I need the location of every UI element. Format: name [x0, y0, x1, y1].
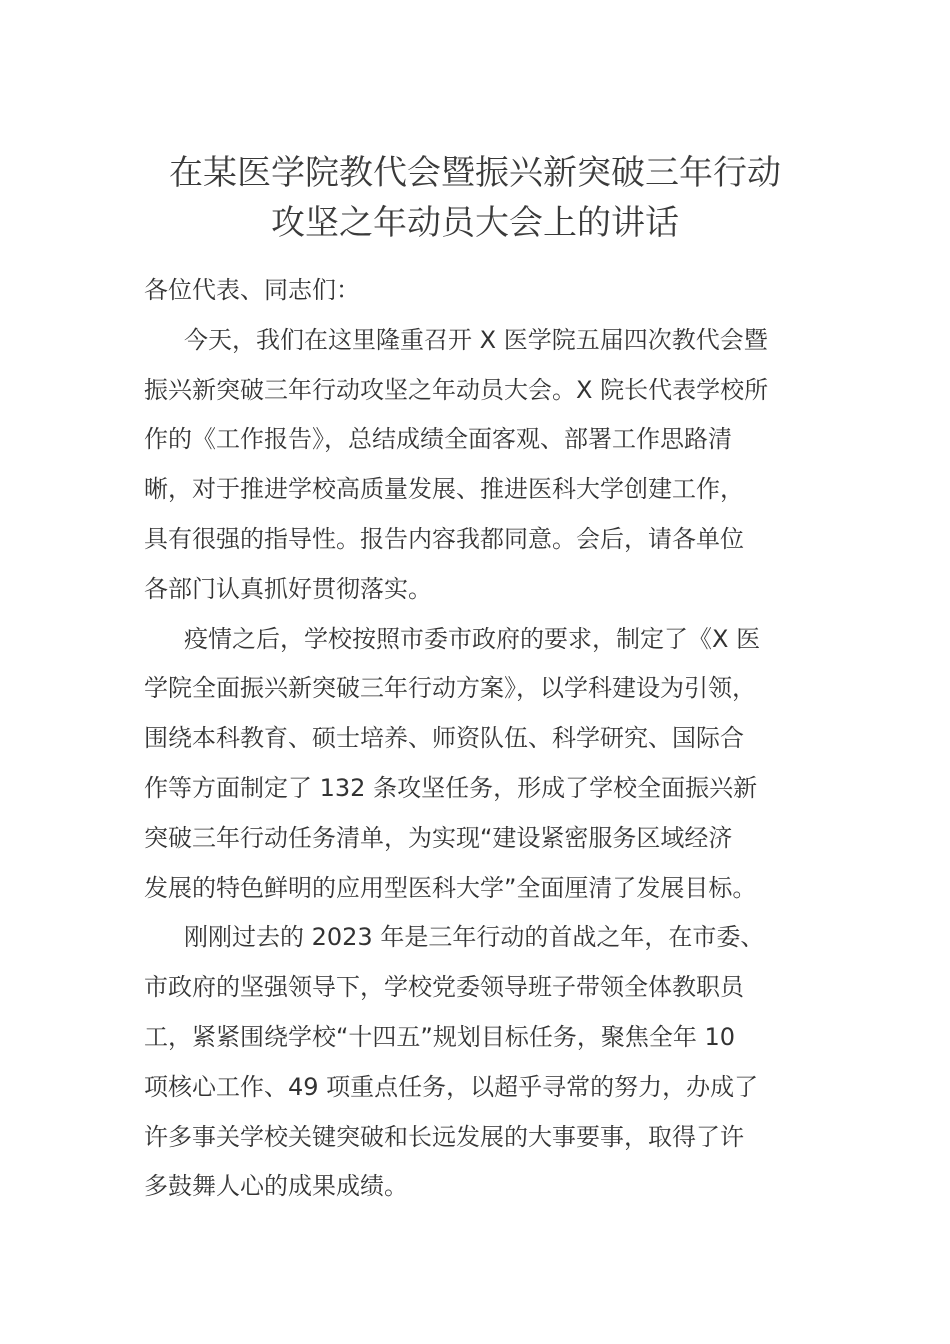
paragraph-line: 晰，对于推进学校高质量发展、推进医科大学创建工作，: [144, 475, 744, 504]
paragraph-line: 突破三年行动任务清单，为实现“建设紧密服务区域经济: [144, 823, 733, 852]
paragraph-line: 作的《工作报告》，总结成绩全面客观、部署工作思路清: [144, 425, 732, 454]
paragraph-line: 围绕本科教育、硕士培养、师资队伍、科学研究、国际合: [144, 724, 744, 753]
paragraph-line: 具有很强的指导性。报告内容我都同意。会后，请各单位: [144, 524, 744, 553]
paragraph-line: 刚刚过去的 2023 年是三年行动的首战之年，在市委、: [184, 923, 765, 952]
paragraph-line: 作等方面制定了 132 条攻坚任务，形成了学校全面振兴新: [144, 773, 758, 802]
paragraph-line: 学院全面振兴新突破三年行动方案》，以学科建设为引领，: [144, 674, 756, 703]
paragraph-line: 发展的特色鲜明的应用型医科大学”全面厘清了发展目标。: [144, 873, 757, 902]
document-body: [144, 266, 809, 1212]
salutation: 各位代表、同志们：: [144, 276, 360, 304]
document-title: [140, 148, 810, 248]
paragraph-3: [144, 913, 809, 1212]
paragraph-line: 市政府的坚强领导下，学校党委领导班子带领全体教职员: [144, 973, 744, 1002]
paragraph-line: 疫情之后，学校按照市委市政府的要求，制定了《X 医: [184, 624, 761, 653]
paragraph-2: [144, 615, 809, 914]
title-line-2: 攻坚之年动员大会上的讲话: [271, 203, 679, 243]
paragraph-line: 各部门认真抓好贯彻落实。: [144, 574, 432, 603]
paragraph-line: 工，紧紧围绕学校“十四五”规划目标任务，聚焦全年 10: [144, 1022, 736, 1051]
paragraph-line: 多鼓舞人心的成果成绩。: [144, 1172, 408, 1201]
paragraph-line: 振兴新突破三年行动攻坚之年动员大会。X 院长代表学校所: [144, 375, 769, 404]
paragraph-line: 项核心工作、49 项重点任务，以超乎寻常的努力，办成了: [144, 1072, 759, 1101]
title-line-1: 在某医学院教代会暨振兴新突破三年行动: [169, 153, 781, 193]
paragraph-line: 今天，我们在这里隆重召开 X 医学院五届四次教代会暨: [184, 325, 768, 354]
paragraph-1: [144, 316, 809, 615]
paragraph-line: 许多事关学校关键突破和长远发展的大事要事，取得了许: [144, 1122, 744, 1151]
